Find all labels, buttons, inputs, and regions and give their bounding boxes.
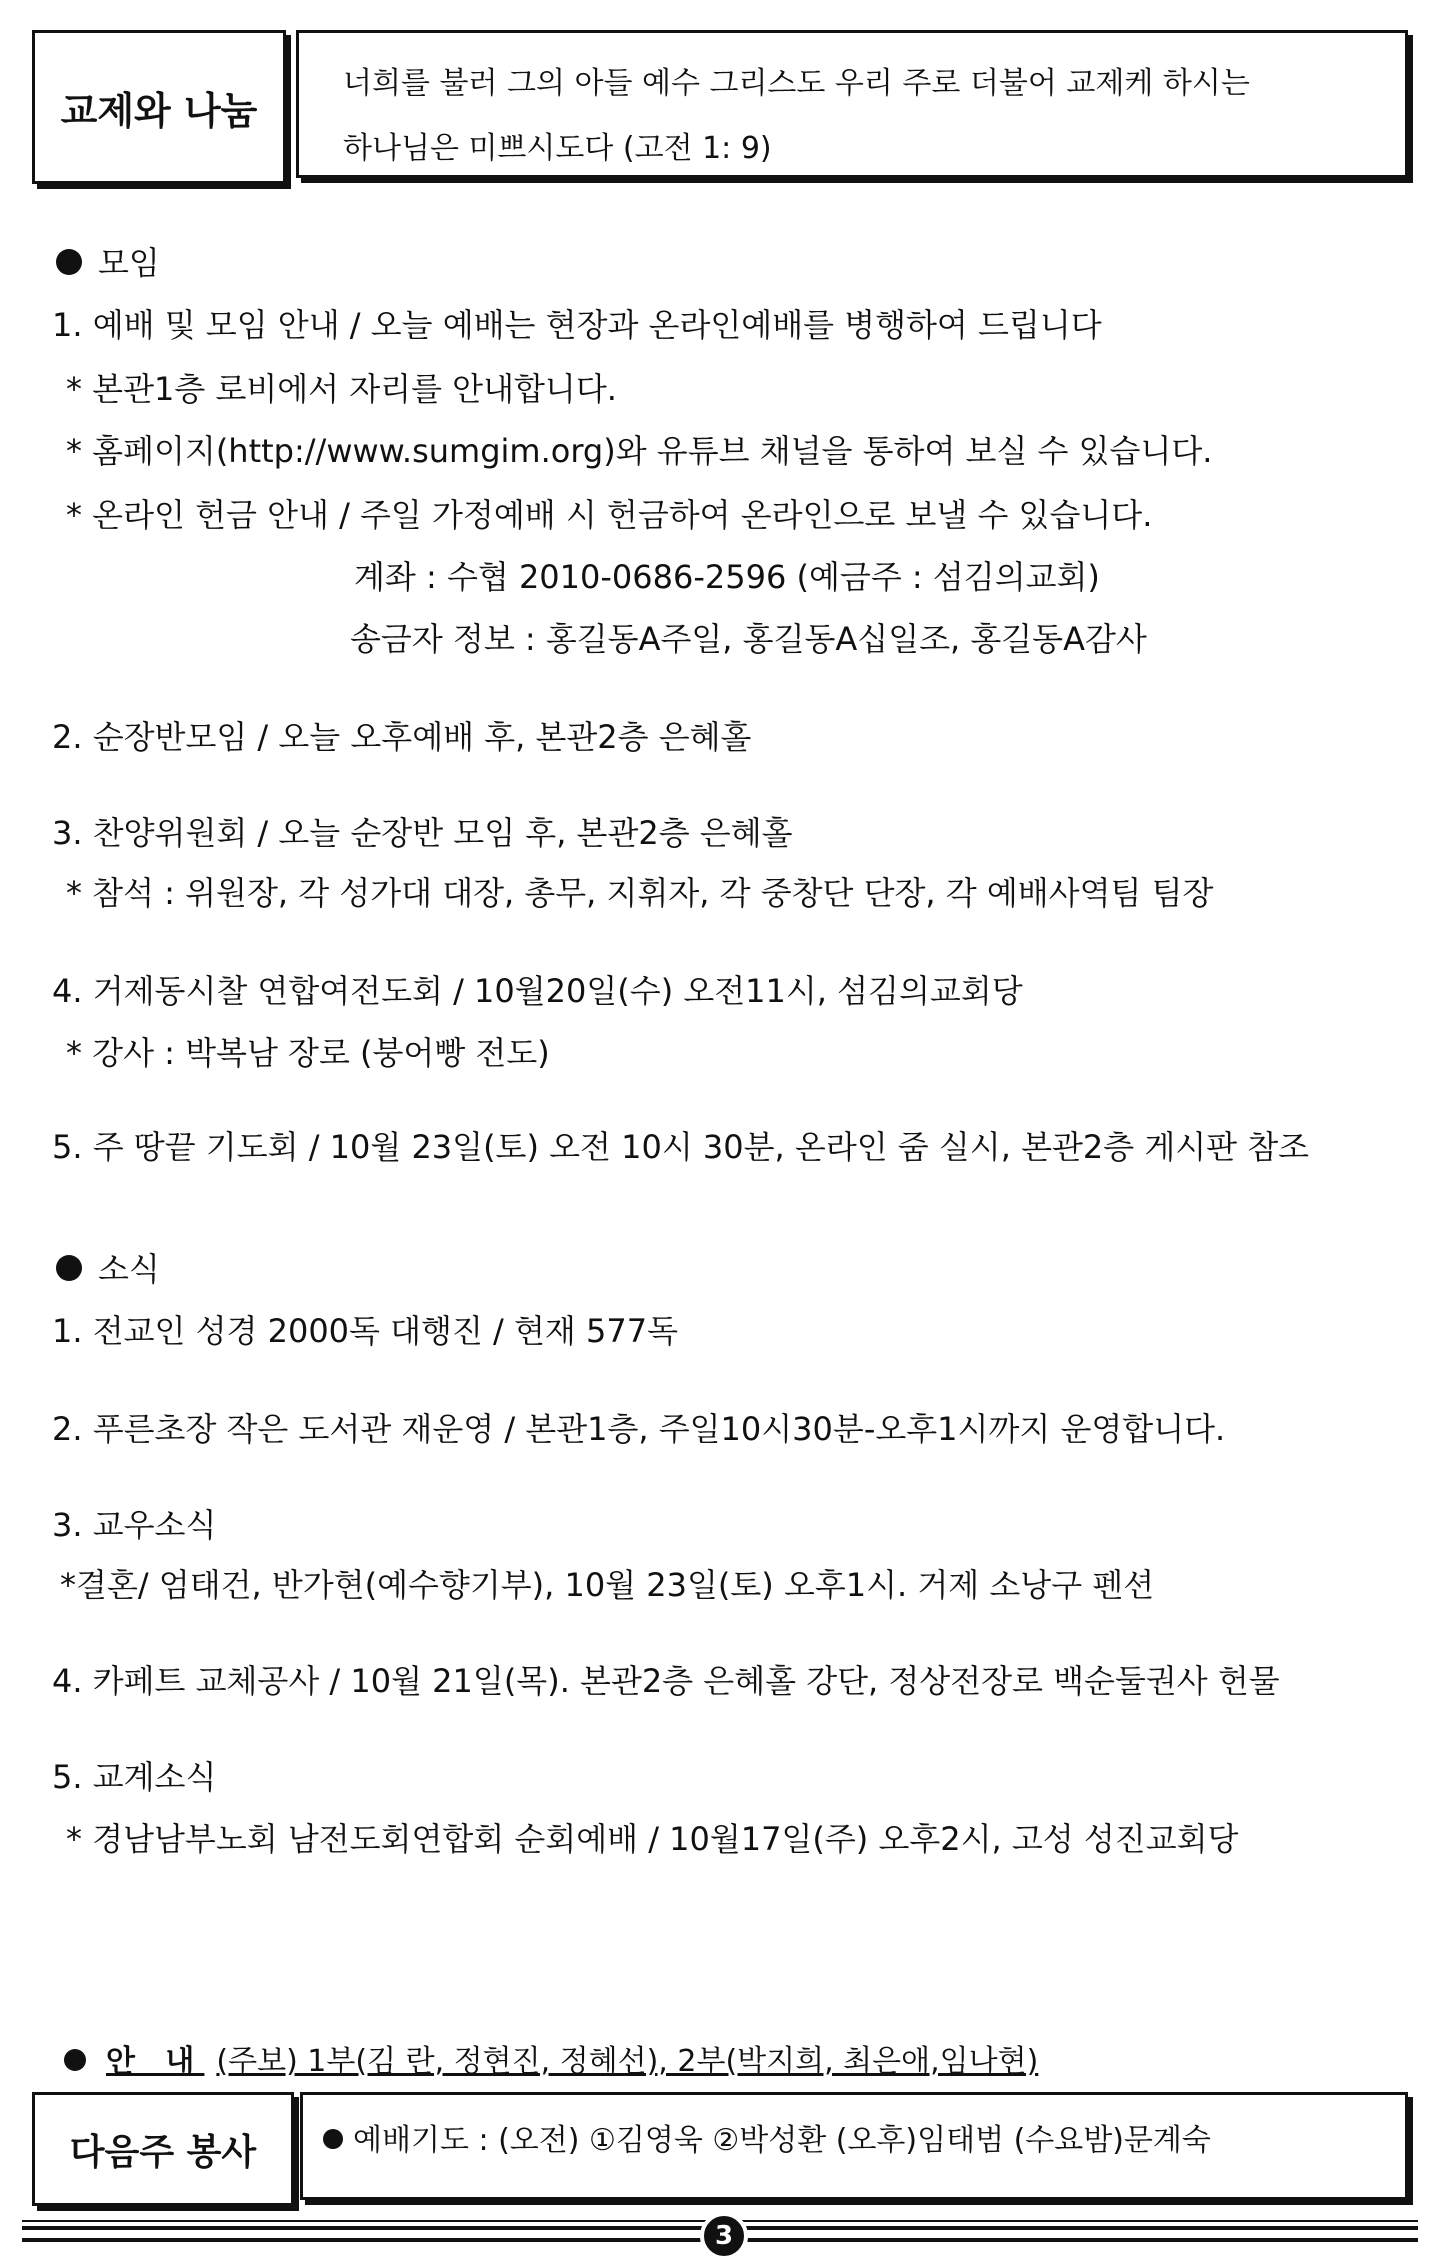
news-subitem: *결혼/ 엄태건, 반가현(예수향기부), 10월 23일(토) 오후1시. 거제 소낭구 펜션: [60, 1566, 1155, 1604]
sender-info: 송금자 정보 : 홍길동A주일, 홍길동A십일조, 홍길동A감사: [350, 620, 1147, 658]
gathering-heading-label: 모임: [98, 244, 160, 282]
prayer-schedule: 예배기도 : (오전) ①김영욱 ②박성환 (오후)임태범 (수요밤)문계숙: [353, 2123, 1211, 2158]
news-item: 2. 푸른초장 작은 도서관 재운영 / 본관1층, 주일10시30분-오후1시까지 운영합니다.: [52, 1410, 1226, 1448]
next-week-service-box: [300, 2092, 1408, 2200]
bullet-icon: [56, 249, 82, 275]
gathering-subitem: * 온라인 헌금 안내 / 주일 가정예배 시 헌금하여 온라인으로 보낼 수 있습니다.: [66, 496, 1153, 534]
news-item: 4. 카페트 교체공사 / 10월 21일(목). 본관2층 은혜홀 강단, 정상전장로 백순둘권사 헌물: [52, 1662, 1280, 1700]
gathering-item: 5. 주 땅끝 기도회 / 10월 23일(토) 오전 10시 30분, 온라인 줌 실시, 본관2층 게시판 참조: [52, 1128, 1310, 1166]
verse-line-2: 하나님은 미쁘시도다 (고전 1: 9): [343, 131, 772, 166]
gathering-subitem: * 강사 : 박복남 장로 (붕어빵 전도): [66, 1034, 550, 1072]
notice-text: (주보) 1부(김 란, 정현진, 정혜선), 2부(박지희, 최은애,임나현): [216, 2044, 1039, 2079]
gathering-heading: [56, 238, 160, 284]
news-item: 3. 교우소식: [52, 1506, 217, 1544]
next-week-service-title: 다음주 봉사: [32, 2092, 294, 2206]
gathering-subitem: * 본관1층 로비에서 자리를 안내합니다.: [66, 370, 617, 408]
gathering-subitem: * 참석 : 위원장, 각 성가대 대장, 총무, 지휘자, 각 중창단 단장, 각 예배사역팀 팀장: [66, 874, 1214, 912]
news-item: 5. 교계소식: [52, 1758, 217, 1796]
bank-account: 계좌 : 수협 2010-0686-2596 (예금주 : 섬김의교회): [354, 558, 1100, 596]
gathering-item: 2. 순장반모임 / 오늘 오후예배 후, 본관2층 은혜홀: [52, 718, 752, 756]
gathering-item: 1. 예배 및 모임 안내 / 오늘 예배는 현장과 온라인예배를 병행하여 드립니다: [52, 306, 1102, 344]
news-subitem: * 경남남부노회 남전도회연합회 순회예배 / 10월17일(주) 오후2시, 고성 성진교회당: [66, 1820, 1239, 1858]
bullet-icon: [323, 2129, 343, 2149]
gathering-item: 3. 찬양위원회 / 오늘 순장반 모임 후, 본관2층 은혜홀: [52, 814, 793, 852]
news-item: 1. 전교인 성경 2000독 대행진 / 현재 577독: [52, 1312, 678, 1350]
news-heading-label: 소식: [98, 1250, 160, 1288]
news-heading: [56, 1244, 160, 1290]
bible-verse-box: [296, 30, 1408, 178]
bullet-icon: [64, 2049, 86, 2071]
bullet-icon: [56, 1255, 82, 1281]
section-title: 교제와 나눔: [32, 30, 286, 184]
notice-label: 안 내: [106, 2044, 205, 2079]
verse-line-1: 너희를 불러 그의 아들 예수 그리스도 우리 주로 더불어 교제케 하시는: [343, 66, 1250, 101]
gathering-item: 4. 거제동시찰 연합여전도회 / 10월20일(수) 오전11시, 섬김의교회당: [52, 972, 1023, 1010]
page-number: 3: [700, 2212, 748, 2260]
gathering-subitem: * 홈페이지(http://www.sumgim.org)와 유튜브 채널을 통하여 보실 수 있습니다.: [66, 432, 1213, 470]
bulletin-notice: [64, 2036, 1038, 2080]
